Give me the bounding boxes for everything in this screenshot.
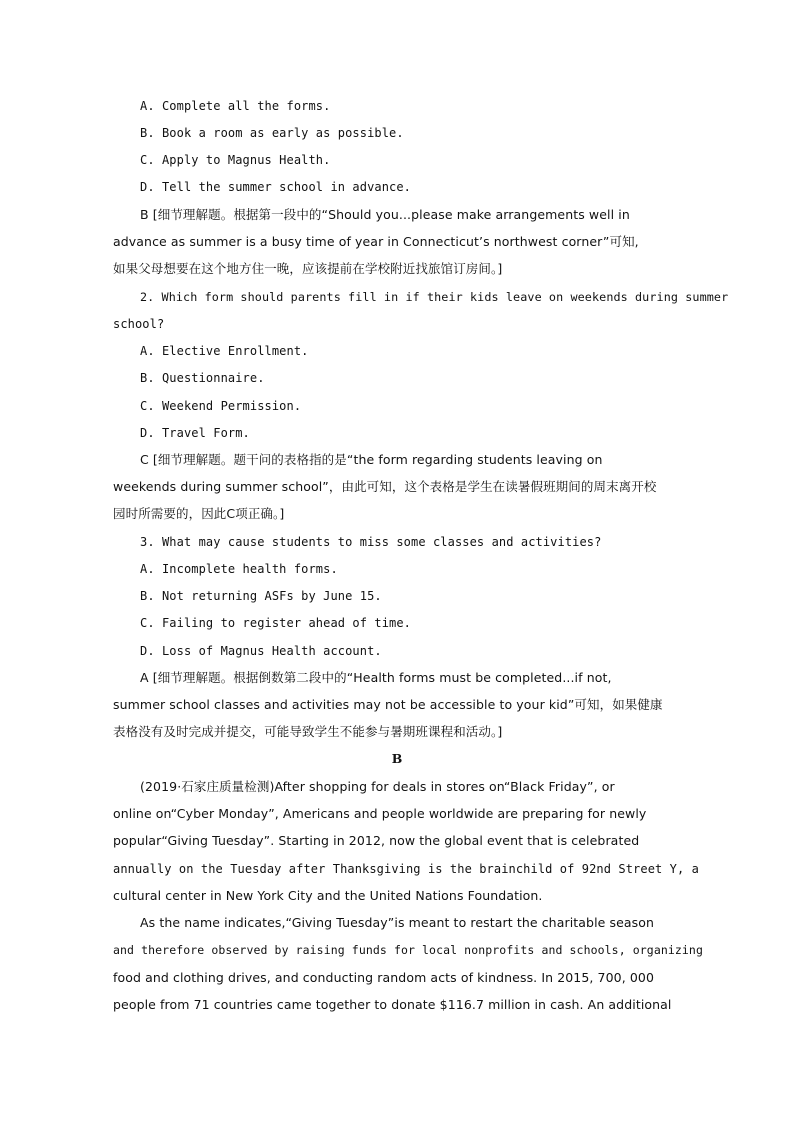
answer-explanation-q1-line3: 如果父母想要在这个地方住一晚，应该提前在学校附近找旅馆订房间。] <box>113 261 503 276</box>
answer-explanation-q1-line1: B [细节理解题。根据第一段中的“Should you...please make arrangements well in <box>140 207 630 222</box>
passage-b-line2: online on“Cyber Monday”, Americans and people worldwide are preparing for newly <box>113 806 647 821</box>
option-d-q3: D. Loss of Magnus Health account. <box>140 644 382 658</box>
answer-explanation-q2-line2: weekends during summer school”，由此可知，这个表格是学生在读暑假班期间的周末离开校 <box>113 479 657 494</box>
option-a-q2: A. Elective Enrollment. <box>140 344 309 358</box>
passage-b-line3: popular“Giving Tuesday”. Starting in 2012, now the global event that is celebrated <box>113 833 640 848</box>
option-d-q1: D. Tell the summer school in advance. <box>140 180 412 194</box>
option-b-q3: B. Not returning ASFs by June 15. <box>140 589 382 603</box>
option-c-q1: C. Apply to Magnus Health. <box>140 153 331 167</box>
section-heading-b: B <box>391 751 403 766</box>
answer-explanation-q3-line1: A [细节理解题。根据倒数第二段中的“Health forms must be completed...if not, <box>140 670 612 685</box>
question-3: 3. What may cause students to miss some classes and activities? <box>140 535 602 549</box>
answer-explanation-q2-line1: C [细节理解题。题干问的表格指的是“the form regarding students leaving on <box>140 452 603 467</box>
passage-b-line7: and therefore observed by raising funds for local nonprofits and schools, organizing <box>113 943 703 957</box>
option-d-q2: D. Travel Form. <box>140 426 250 440</box>
option-c-q2: C. Weekend Permission. <box>140 399 302 413</box>
option-b-q1: B. Book a room as early as possible. <box>140 126 404 140</box>
option-c-q3: C. Failing to register ahead of time. <box>140 616 412 630</box>
option-b-q2: B. Questionnaire. <box>140 371 265 385</box>
answer-explanation-q1-line2: advance as summer is a busy time of year in Connecticut’s northwest corner”可知, <box>113 234 639 249</box>
answer-explanation-q3-line2: summer school classes and activities may not be accessible to your kid”可知，如果健康 <box>113 697 663 712</box>
answer-explanation-q2-line3: 园时所需要的，因此C项正确。] <box>113 506 285 521</box>
passage-b-line6: As the name indicates,“Giving Tuesday”is meant to restart the charitable season <box>140 915 655 930</box>
passage-b-line8: food and clothing drives, and conducting random acts of kindness. In 2015, 700, 000 <box>113 970 655 985</box>
answer-explanation-q3-line3: 表格没有及时完成并提交，可能导致学生不能参与暑期班课程和活动。] <box>113 724 503 739</box>
option-a-q3: A. Incomplete health forms. <box>140 562 338 576</box>
question-2-line1: 2. Which form should parents fill in if their kids leave on weekends during summer <box>140 290 729 304</box>
passage-b-line5: cultural center in New York City and the United Nations Foundation. <box>113 888 543 903</box>
question-2-line2: school? <box>113 317 165 331</box>
passage-b-line9: people from 71 countries came together to donate $116.7 million in cash. An additional <box>113 997 672 1012</box>
passage-b-line1: (2019·石家庄质量检测)After shopping for deals in stores on“Black Friday”, or <box>140 779 615 794</box>
option-a-q1: A. Complete all the forms. <box>140 99 331 113</box>
passage-b-line4: annually on the Tuesday after Thanksgiving is the brainchild of 92nd Street Y, a <box>113 862 699 876</box>
